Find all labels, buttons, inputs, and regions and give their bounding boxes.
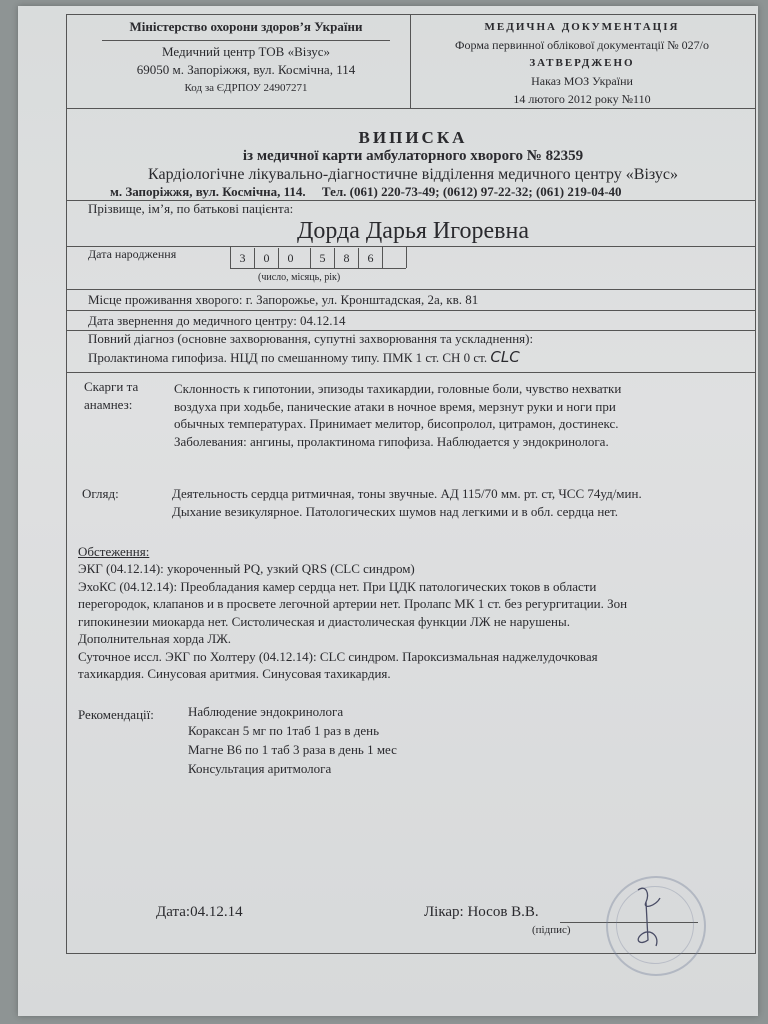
diagnosis-handwritten: CLC: [490, 348, 520, 366]
patient-name-label: Прізвище, ім’я, по батькові пацієнта:: [88, 201, 294, 216]
header-bottom-line: [66, 108, 756, 109]
investigations-label: Обстеження:: [78, 544, 150, 559]
recommendation-line: Наблюдение эндокринолога: [188, 704, 344, 719]
investigation-line: гипокинезии миокарда нет. Систолическая и диастолическая функции ЛЖ не нарушены.: [78, 613, 570, 629]
edrpou-code: Код за ЄДРПОУ 24907271: [184, 82, 308, 94]
visit-date: Дата звернення до медичного центру: 04.12.14: [88, 313, 346, 328]
complaints-label-line: анамнез:: [84, 396, 133, 412]
patient-name: Дорда Дарья Игоревна: [297, 218, 529, 244]
dob-digit: 5: [310, 248, 334, 268]
recommendation-line: Кораксан 5 мг по 1таб 1 раз в день: [188, 723, 379, 738]
center-address: 69050 м. Запоріжжя, вул. Космічна, 114: [136, 62, 356, 77]
exam-line: Дыхание везикулярное. Патологических шумов над легкими и в обл. сердца нет.: [172, 503, 619, 519]
recommendation-line: Магне В6 по 1 таб 3 раза в день 1 мес: [188, 742, 397, 757]
dob-digit: 0: [254, 248, 278, 268]
signature-scribble: [616, 880, 686, 956]
header-right: [412, 18, 752, 108]
residence: Місце проживання хворого: г. Запорожье, ул. Кронштадская, 2а, кв. 81: [88, 292, 479, 307]
department-name: Кардіологічне лікувально-діагностичне відділення медичного центру «Візус»: [148, 166, 678, 183]
med-doc-title: МЕДИЧНА ДОКУМЕНТАЦІЯ: [484, 21, 680, 33]
complaints-line: обычных температурах. Принимает мелитор, бисопролол, цитрамон, достинекс.: [174, 416, 619, 431]
investigation-line: ЭхоКС (04.12.14): Преобладания камер сердца нет. При ЦДК патологических токов в области: [78, 578, 597, 594]
diagnosis: [88, 348, 520, 366]
department-address: м. Запоріжжя, вул. Космічна, 114. Тел. (061) 220-73-49; (0612) 97-22-32; (061) 219-04-40: [110, 184, 622, 199]
dob-digit: 8: [334, 248, 358, 268]
complaints-line: воздуха при ходьбе, панические атаки в ночное время, мерзнут руки и ноги при: [174, 398, 616, 414]
center-name: Медичний центр ТОВ «Візус»: [102, 40, 390, 61]
exam-label: Огляд:: [82, 486, 119, 501]
dob-digit: 0: [278, 248, 302, 268]
ministry-name: Міністерство охорони здоров’я України: [129, 19, 363, 34]
order-date: 14 лютого 2012 року №110: [513, 92, 651, 106]
exam-line: Деятельность сердца ритмичная, тоны звучные. АД 115/70 мм. рт. ст, ЧСС 74уд/мин.: [172, 486, 642, 501]
complaints-line: Заболевания: ангины, пролактинома гипофиза. Наблюдается у эндокринолога.: [174, 433, 609, 449]
form-number: Форма первинної облікової документації № 027/о: [455, 38, 709, 52]
investigation-line: Дополнительная хорда ЛЖ.: [78, 631, 232, 646]
recommendations-text: [188, 702, 688, 778]
order-label: Наказ МОЗ України: [531, 74, 633, 88]
recommendation-line: Консультация аритмолога: [188, 761, 332, 776]
complaints-text: [174, 380, 746, 450]
rule: [406, 246, 407, 268]
doc-title: ВИПИСКА: [358, 128, 468, 147]
dob-digit: 6: [358, 248, 382, 268]
diagnosis-text: Пролактинома гипофиза. НЦД по смешанному типу. ПМК 1 ст. СН 0 ст.: [88, 350, 488, 365]
investigation-line: перегородок, клапанов и в просвете легочной артерии нет. Пролапс МК 1 ст. без регургитации. Зон: [78, 596, 628, 611]
header-divider: [410, 14, 411, 108]
dob-hint: (число, місяць, рік): [258, 272, 341, 283]
investigation-line: Суточное иссл. ЭКГ по Холтеру (04.12.14): CLC синдром. Пароксизмальная наджелудочковая: [78, 648, 598, 664]
footer-date: Дата:04.12.14: [156, 904, 243, 920]
dob-label: Дата народження: [88, 247, 177, 261]
diagnosis-label: Повний діагноз (основне захворювання, супутні захворювання та ускладнення):: [88, 331, 534, 346]
dob-digit: 3: [230, 248, 254, 268]
rule: [230, 268, 406, 269]
rule: [66, 310, 756, 311]
investigation-line: ЭКГ (04.12.14): укороченный PQ, узкий QRS (CLC синдром): [78, 561, 415, 576]
signature-hint: (підпис): [532, 924, 571, 936]
rule: [66, 289, 756, 290]
investigation-line: тахикардия. Синусовая аритмия. Синусовая тахикардия.: [78, 666, 391, 681]
complaints-line: Склонность к гипотонии, эпизоды тахикардии, головные боли, чувство нехватки: [174, 381, 622, 396]
recommendations-label: Рекомендації:: [78, 707, 154, 722]
header-left: [82, 18, 410, 97]
complaints-label-line: Скарги та: [84, 379, 139, 394]
doc-subtitle: із медичної карти амбулаторного хворого № 82359: [242, 148, 584, 164]
complaints-label: [84, 378, 138, 413]
investigations-text: [78, 560, 752, 683]
doctor-name: Лікар: Носов В.В.: [424, 904, 539, 920]
rule: [382, 246, 383, 268]
exam-text: [172, 485, 750, 520]
rule: [66, 372, 756, 373]
approved-label: ЗАТВЕРДЖЕНО: [529, 57, 635, 69]
